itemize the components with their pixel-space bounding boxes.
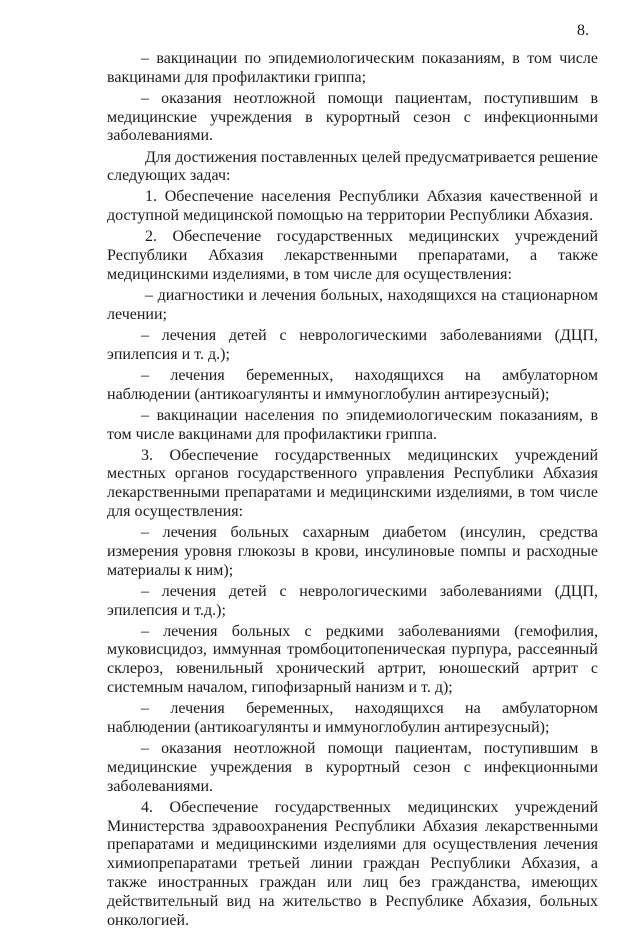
paragraph-task-3-emergency: – оказания неотложной помощи пациентам, поступившим в медицинские учреждения в курортный сезон с инфекционными заболеваниями. bbox=[107, 740, 598, 795]
paragraph-task-2: 2. Обеспечение государственных медицинских учреждений Республики Абхазия лекарственными препаратами, а также медицинскими изделиями, в том числе для осуществления: bbox=[107, 228, 598, 283]
paragraph-task-3-rare-diseases: – лечения больных с редкими заболеваниями (гемофилия, муковисцидоз, иммунная тромбоцитопеническая пурпура, рассеянный склероз, ювенильный хронический артрит, юношеский артрит с системным началом, гипофизарный нанизм и т. д); bbox=[107, 622, 598, 697]
paragraph-task-4: 4. Обеспечение государственных медицинских учреждений Министерства здравоохранения Республики Абхазия лекарственными препаратами и медицинскими изделиями для осуществления лечения химиопрепаратами третьей линии граждан Республики Абхазия, а также иностранных граждан или лиц без гражданства, имеющих действительный вид на жительство в Республике Абхазия, больных онкологией. bbox=[107, 798, 598, 929]
paragraph-task-3: 3. Обеспечение государственных медицинских учреждений местных органов государственного управления Республики Абхазия лекарственными препаратами и медицинскими изделиями, в том числе для осуществления: bbox=[107, 446, 598, 520]
paragraph-task-2-diagnostics: – диагностики и лечения больных, находящихся на стационарном лечении; bbox=[107, 287, 598, 323]
paragraph-emergency-aid: – оказания неотложной помощи пациентам, поступившим в медицинские учреждения в курортный сезон с инфекционными заболеваниями. bbox=[107, 89, 598, 145]
paragraph-tasks-intro: Для достижения поставленных целей предусматривается решение следующих задач: bbox=[107, 148, 598, 185]
document-body bbox=[107, 50, 598, 933]
paragraph-vaccination-epidemic: – вакцинации по эпидемиологическим показаниям, в том числе вакцинами для профилактики гриппа; bbox=[107, 50, 598, 86]
paragraph-task-2-vaccination: – вакцинации населения по эпидемиологическим показаниям, в том числе вакцинами для профилактики гриппа. bbox=[107, 406, 598, 443]
page-number: 8. bbox=[577, 22, 589, 39]
paragraph-task-2-pregnant: – лечения беременных, находящихся на амбулаторном наблюдении (антикоагулянты и иммуноглобулин антирезусный); bbox=[107, 366, 598, 403]
paragraph-task-3-neuro-children: – лечения детей с неврологическими заболеваниями (ДЦП, эпилепсия и т.д.); bbox=[107, 582, 598, 619]
paragraph-task-2-neuro-children: – лечения детей с неврологическими заболеваниями (ДЦП, эпилепсия и т. д.); bbox=[107, 326, 598, 363]
paragraph-task-1: 1. Обеспечение населения Республики Абхазия качественной и доступной медицинской помощью на территории Республики Абхазия. bbox=[107, 188, 598, 225]
paragraph-task-3-pregnant: – лечения беременных, находящихся на амбулаторном наблюдении (антикоагулянты и иммуноглобулин антирезусный); bbox=[107, 700, 598, 736]
paragraph-task-3-diabetes: – лечения больных сахарным диабетом (инсулин, средства измерения уровня глюкозы в крови, инсулиновые помпы и расходные материалы к ним); bbox=[107, 524, 598, 579]
